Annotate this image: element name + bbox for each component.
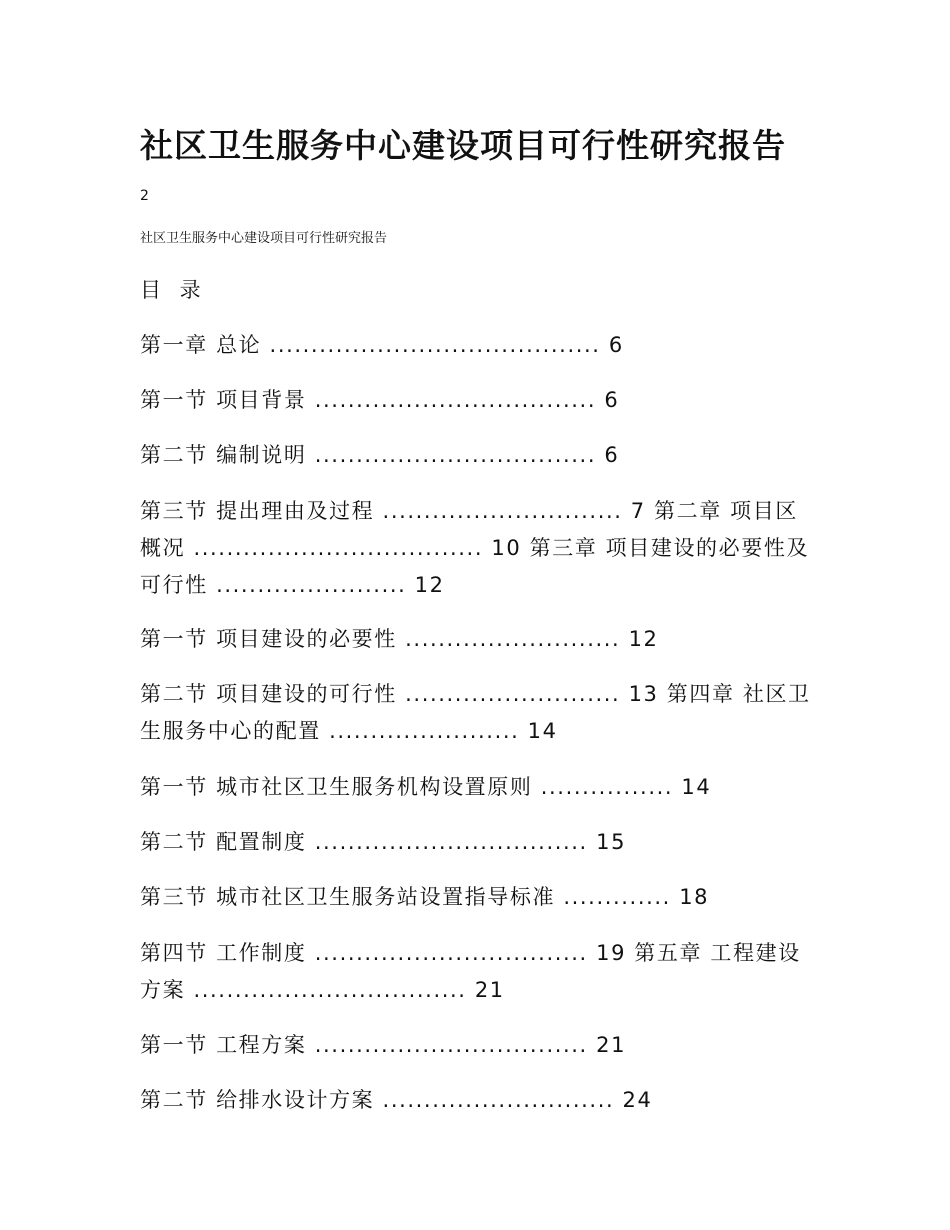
toc-entry: 第一节 工程方案 ................................. 21 xyxy=(140,1033,627,1057)
document-title: 社区卫生服务中心建设项目可行性研究报告 xyxy=(140,126,786,165)
toc-entry: 第三节 提出理由及过程 ............................. 7 第二章 项目区概况 ................................... 10 第三章 项目建设的必要性及可行性 ....................... 12 xyxy=(140,499,810,597)
toc-entry: 第二节 项目建设的可行性 .......................... 13 第四章 社区卫生服务中心的配置 ....................... 14 xyxy=(140,682,811,743)
toc-entry: 第二节 配置制度 ................................. 15 xyxy=(140,830,627,854)
running-header: 社区卫生服务中心建设项目可行性研究报告 xyxy=(140,231,388,246)
toc-heading: 目 录 xyxy=(140,278,207,302)
toc-entry: 第二节 给排水设计方案 ............................ 24 xyxy=(140,1088,653,1112)
toc-entry: 第一节 项目背景 .................................. 6 xyxy=(140,388,620,412)
toc-entry: 第一节 项目建设的必要性 .......................... 12 xyxy=(140,627,659,651)
toc-entry: 第一节 城市社区卫生服务机构设置原则 ................ 14 xyxy=(140,775,712,799)
toc-entry: 第二节 编制说明 .................................. 6 xyxy=(140,443,620,467)
toc-entry: 第三节 城市社区卫生服务站设置指导标准 ............. 18 xyxy=(140,885,710,909)
page-number: 2 xyxy=(140,188,149,204)
toc-entry: 第一章 总论 ........................................ 6 xyxy=(140,333,624,357)
toc-entry: 第四节 工作制度 ................................. 19 第五章 工程建设方案 ................................. 21 xyxy=(140,941,801,1002)
